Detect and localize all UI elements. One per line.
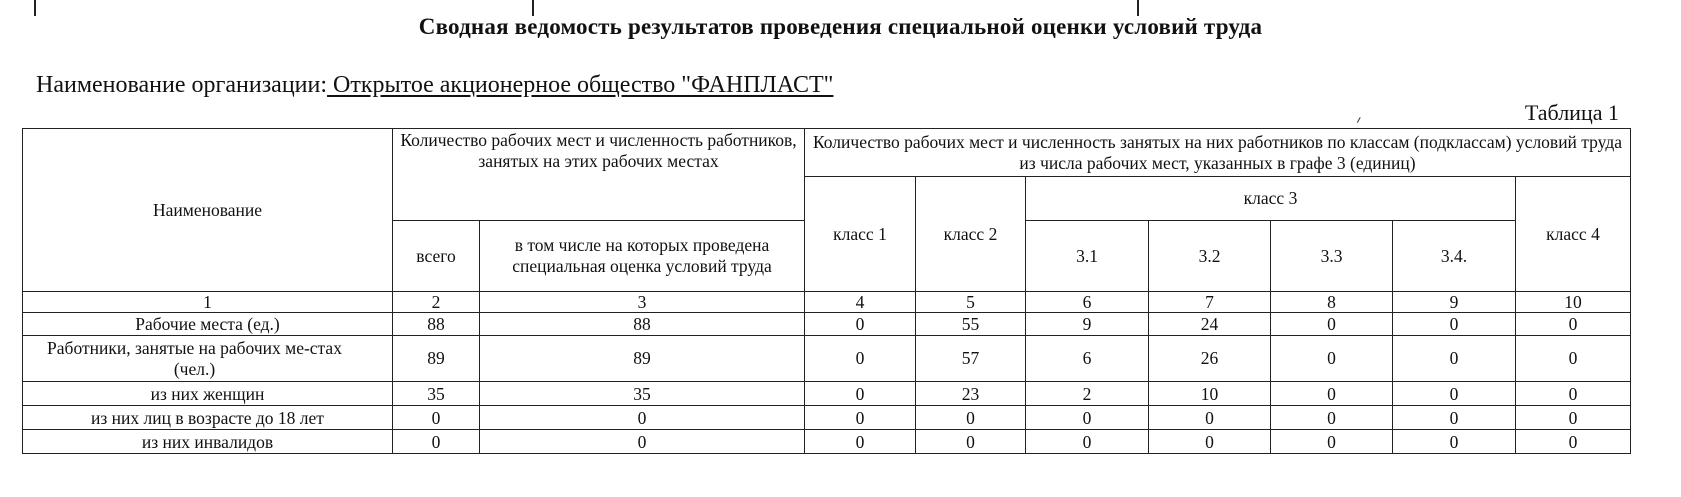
- column-number: 8: [1271, 292, 1393, 313]
- organization-label: Наименование организации:: [36, 72, 328, 98]
- table-cell: 35: [393, 382, 480, 406]
- scan-mark: [1357, 117, 1364, 125]
- document-title: Сводная ведомость результатов проведения специальной оценки условий труда: [418, 14, 1263, 39]
- table-cell: 0: [1516, 313, 1631, 336]
- table-cell: 89: [480, 336, 805, 382]
- table-cell: 0: [480, 406, 805, 430]
- header-assessed: в том числе на которых проведена специальная оценка условий труда: [480, 221, 805, 292]
- table-cell: 0: [1393, 382, 1516, 406]
- column-number: 1: [23, 292, 393, 313]
- table-cell: 0: [805, 430, 916, 454]
- table-cell: 0: [1271, 406, 1393, 430]
- table-cell: 0: [1026, 406, 1149, 430]
- table-cell: 0: [1149, 406, 1271, 430]
- table-cell: 35: [480, 382, 805, 406]
- table-row: [23, 313, 1631, 336]
- table-number: Таблица 1: [1524, 100, 1619, 125]
- header-subclass-3-2: 3.2: [1149, 221, 1271, 292]
- organization-name: Открытое акционерное общество "ФАНПЛАСТ": [327, 72, 834, 98]
- table-cell: 0: [1393, 336, 1516, 382]
- table-cell: 9: [1026, 313, 1149, 336]
- table-cell: 0: [1149, 430, 1271, 454]
- header-row: [23, 129, 1631, 177]
- column-number: 4: [805, 292, 916, 313]
- column-number: 10: [1516, 292, 1631, 313]
- table-cell: 57: [916, 336, 1026, 382]
- header-class1: класс 1: [805, 177, 916, 292]
- table-cell: 0: [1516, 430, 1631, 454]
- column-number: 6: [1026, 292, 1149, 313]
- header-class3: класс 3: [1026, 177, 1516, 221]
- row-label: Работники, занятые на рабочих ме-стах (чел.): [23, 336, 393, 382]
- header-workplaces-group: Количество рабочих мест и численность работников, занятых на этих рабочих местах: [393, 129, 805, 221]
- row-label: из них лиц в возрасте до 18 лет: [23, 406, 393, 430]
- table-cell: 0: [805, 382, 916, 406]
- header-classes-group: Количество рабочих мест и численность занятых на них работников по классам (подклассам) условий труда из числа рабочих мест, указанных в графе 3 (единиц): [805, 129, 1631, 177]
- table-row: [23, 430, 1631, 454]
- column-number-row: [23, 292, 1631, 313]
- table-cell: 0: [916, 406, 1026, 430]
- header-name: Наименование: [23, 129, 393, 292]
- organization-line: [36, 72, 833, 99]
- table-cell: 0: [1393, 406, 1516, 430]
- table-row: [23, 382, 1631, 406]
- table-cell: 2: [1026, 382, 1149, 406]
- table-cell: 0: [805, 406, 916, 430]
- column-number: 3: [480, 292, 805, 313]
- column-number: 5: [916, 292, 1026, 313]
- header-subclass-3-1: 3.1: [1026, 221, 1149, 292]
- table-cell: 6: [1026, 336, 1149, 382]
- table-cell: 0: [1271, 382, 1393, 406]
- row-label: Рабочие места (ед.): [23, 313, 393, 336]
- table-cell: 0: [393, 430, 480, 454]
- table-cell: 0: [1393, 313, 1516, 336]
- table-cell: 0: [1026, 430, 1149, 454]
- header-subclass-3-3: 3.3: [1271, 221, 1393, 292]
- table-row: [23, 336, 1631, 382]
- header-subclass-3-4: 3.4.: [1393, 221, 1516, 292]
- row-label: из них инвалидов: [23, 430, 393, 454]
- table-cell: 0: [805, 313, 916, 336]
- table-cell: 0: [1271, 430, 1393, 454]
- table-cell: 0: [393, 406, 480, 430]
- table-cell: 0: [1271, 313, 1393, 336]
- table-row: [23, 406, 1631, 430]
- table-cell: 0: [805, 336, 916, 382]
- table-cell: 0: [916, 430, 1026, 454]
- table-cell: 0: [1516, 336, 1631, 382]
- row-label: из них женщин: [23, 382, 393, 406]
- column-number: 7: [1149, 292, 1271, 313]
- column-number: 2: [393, 292, 480, 313]
- table-cell: 24: [1149, 313, 1271, 336]
- table-cell: 88: [480, 313, 805, 336]
- header-total: всего: [393, 221, 480, 292]
- table-cell: 0: [1516, 406, 1631, 430]
- header-class4: класс 4: [1516, 177, 1631, 292]
- table-cell: 0: [480, 430, 805, 454]
- column-number: 9: [1393, 292, 1516, 313]
- table-cell: 89: [393, 336, 480, 382]
- table-cell: 88: [393, 313, 480, 336]
- table-cell: 23: [916, 382, 1026, 406]
- table-cell: 0: [1516, 382, 1631, 406]
- table-cell: 55: [916, 313, 1026, 336]
- table-cell: 26: [1149, 336, 1271, 382]
- summary-table: [22, 128, 1631, 454]
- header-class2: класс 2: [916, 177, 1026, 292]
- table-cell: 0: [1271, 336, 1393, 382]
- table-cell: 0: [1393, 430, 1516, 454]
- table-cell: 10: [1149, 382, 1271, 406]
